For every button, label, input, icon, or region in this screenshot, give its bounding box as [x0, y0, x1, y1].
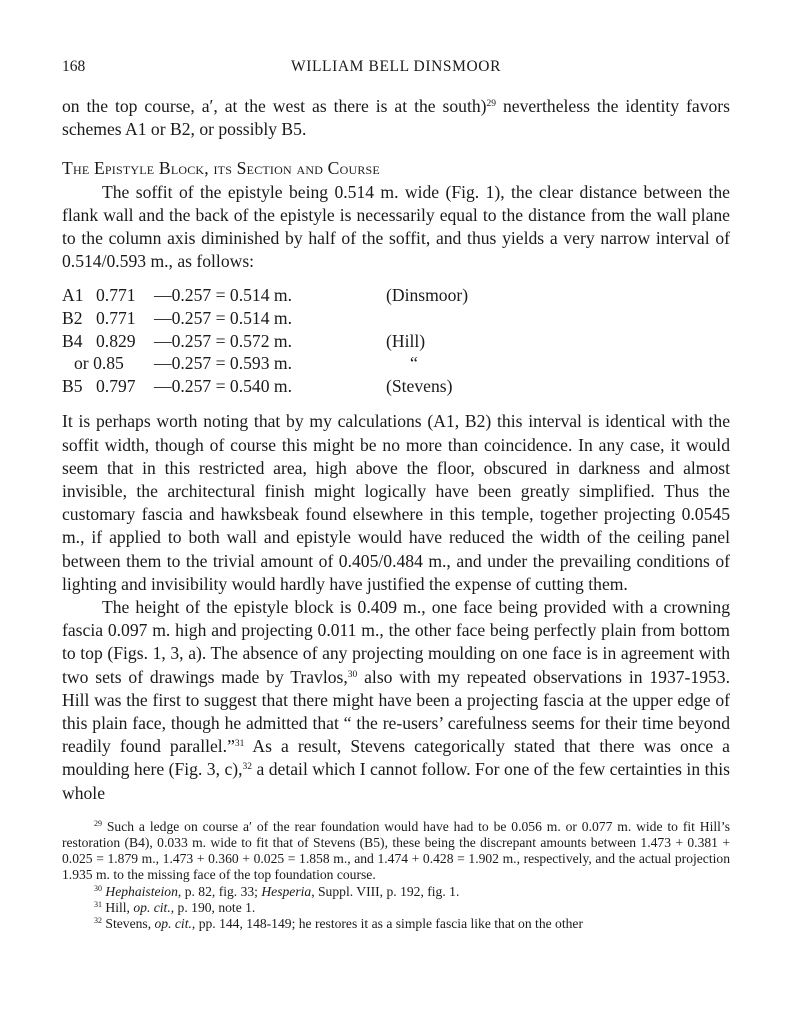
equation: —0.257 = 0.514 m. [154, 308, 292, 329]
footnote-ref-32[interactable]: 32 [242, 762, 253, 773]
section-title: The Epistyle Block, its Section and Course [62, 158, 380, 179]
scheme-label: B4 [62, 330, 83, 351]
base-number: 0.771 [96, 285, 136, 306]
footnote-number: 32 [94, 916, 102, 926]
equation: —0.257 = 0.572 m. [154, 330, 292, 351]
footnote-ref-30[interactable]: 30 [347, 669, 358, 680]
intro-text: on the top course, a′, at the west as there is at the south) [62, 96, 487, 116]
source: (Hill) [386, 330, 426, 351]
footnote-title: op. cit. [154, 916, 192, 932]
footnote-ref-31[interactable]: 31 [234, 739, 245, 750]
base-number: 0.829 [96, 330, 136, 351]
paragraph-interval: It is perhaps worth noting that by my calculations (A1, B2) this interval is identical with the soffit width, though of course this might be no more than coincidence. In any case, it would seem that in this restricted area, high above the floor, obscured in darkness and almost invisible, the architectural finish might logically have been greatly simplified. Thus the customary fascia and hawksbeak found elsewhere in this temple, together projecting 0.0545 m., if applied to both wall and epistyle would have reduced the width of the ceiling panel between them to the trivial amount of 0.405/0.484 m., and under the prevailing conditions of lighting and invisibility would hardly have justified the expense of cutting them. [62, 411, 730, 594]
base-value [96, 285, 154, 308]
calc-row [62, 376, 468, 399]
footnote-text: , p. 82, fig. 33; [177, 883, 262, 899]
paragraph-height [62, 596, 730, 805]
height-text-1: The height of the epistyle block is 0.409 m., one face being provided with a crowning fascia 0.097 m. high and projecting 0.011 m., the other face being perfectly plain from bottom to top (Figs. 1, 3, a). The absence of any projecting moulding on one face is in agreement with two sets of drawings made by Travlos, [62, 597, 730, 687]
source: “ [410, 353, 418, 374]
scheme-label: A1 [62, 285, 84, 306]
height-text-4: a detail which I cannot follow. For one of the few certainties in this whole [62, 759, 730, 803]
footnote-text: Hill, [105, 899, 134, 915]
calc-row [62, 308, 468, 331]
calc-row [62, 285, 468, 308]
calc-row [62, 331, 468, 354]
page-number: 168 [62, 58, 86, 75]
source: (Dinsmoor) [386, 285, 469, 306]
base-value [96, 376, 154, 399]
scheme-label: B5 [62, 375, 83, 396]
footnote-number: 31 [94, 899, 102, 909]
footnote-title: Hephaisteion [105, 883, 178, 899]
footnote-31 [62, 900, 730, 916]
source [386, 308, 468, 331]
footnotes [62, 819, 730, 932]
calculation-table [62, 285, 468, 398]
footnote-title: op. cit. [133, 899, 171, 915]
footnote-30 [62, 884, 730, 900]
footnote-number: 30 [94, 883, 102, 893]
footnote-title: Hesperia [261, 883, 312, 899]
footnote-text: Such a ledge on course a′ of the rear foundation would have had to be 0.056 m. or 0.077 m. wide to fit Hill’s restoration (B4), 0.033 m. wide to fit that of Stevens (B5), these being the discrepant amounts between 1.473 + 0.381 + 0.025 = 1.879 m., 1.473 + 0.360 + 0.025 = 1.858 m., and 1.474 + 0.428 = 1.902 m., respectively, and the actual projection 1.935 m. to the missing face of the top foundation course. [62, 818, 730, 883]
footnote-32 [62, 916, 730, 932]
alt-prefix: or [74, 353, 94, 374]
equation: —0.257 = 0.514 m. [154, 285, 292, 306]
footnote-text: Stevens, [105, 916, 155, 932]
source: (Stevens) [386, 375, 453, 396]
footnote-29 [62, 819, 730, 884]
paragraph-soffit: The soffit of the epistyle being 0.514 m. wide (Fig. 1), the clear distance between the flank wall and the back of the epistyle is necessarily equal to the distance from the wall plane to the column axis diminished by half of the soffit, and thus yields a very narrow interval of 0.514/0.593 m., as follows: [62, 181, 730, 272]
calc-row [62, 353, 468, 376]
base-value [74, 353, 154, 376]
running-title: WILLIAM BELL DINSMOOR [290, 58, 502, 75]
footnote-text: , Suppl. VIII, p. 192, fig. 1. [311, 883, 460, 899]
base-number: 0.797 [96, 375, 136, 396]
intro-text-end: nevertheless the identity favors schemes A1 or B2, or possibly B5. [62, 96, 730, 140]
footnote-number: 29 [94, 818, 102, 828]
equation: —0.257 = 0.540 m. [154, 375, 292, 396]
footnote-text: , pp. 144, 148-149; he restores it as a simple fascia like that on the other [191, 916, 583, 932]
intro-paragraph [62, 95, 730, 141]
base-number: 0.85 [93, 353, 124, 374]
base-value [96, 331, 154, 354]
page [62, 58, 730, 932]
scheme-label: B2 [62, 308, 83, 329]
footnote-text: , p. 190, note 1. [170, 899, 256, 915]
base-value [96, 308, 154, 331]
equation: —0.257 = 0.593 m. [154, 353, 292, 374]
height-text-3: As a result, Stevens categorically stated that there was once a moulding here (Fig. 3, c), [62, 736, 730, 780]
page-header [62, 58, 730, 82]
base-number: 0.771 [96, 308, 136, 329]
footnote-ref-29[interactable]: 29 [486, 99, 497, 109]
height-text-2: also with my repeated observations in 1937-1953. Hill was the first to suggest that there might have been a projecting fascia at the upper edge of this plain face, though he admitted that “ the re-users’ carefulness seems for their time beyond readily found parallel.” [62, 666, 730, 757]
